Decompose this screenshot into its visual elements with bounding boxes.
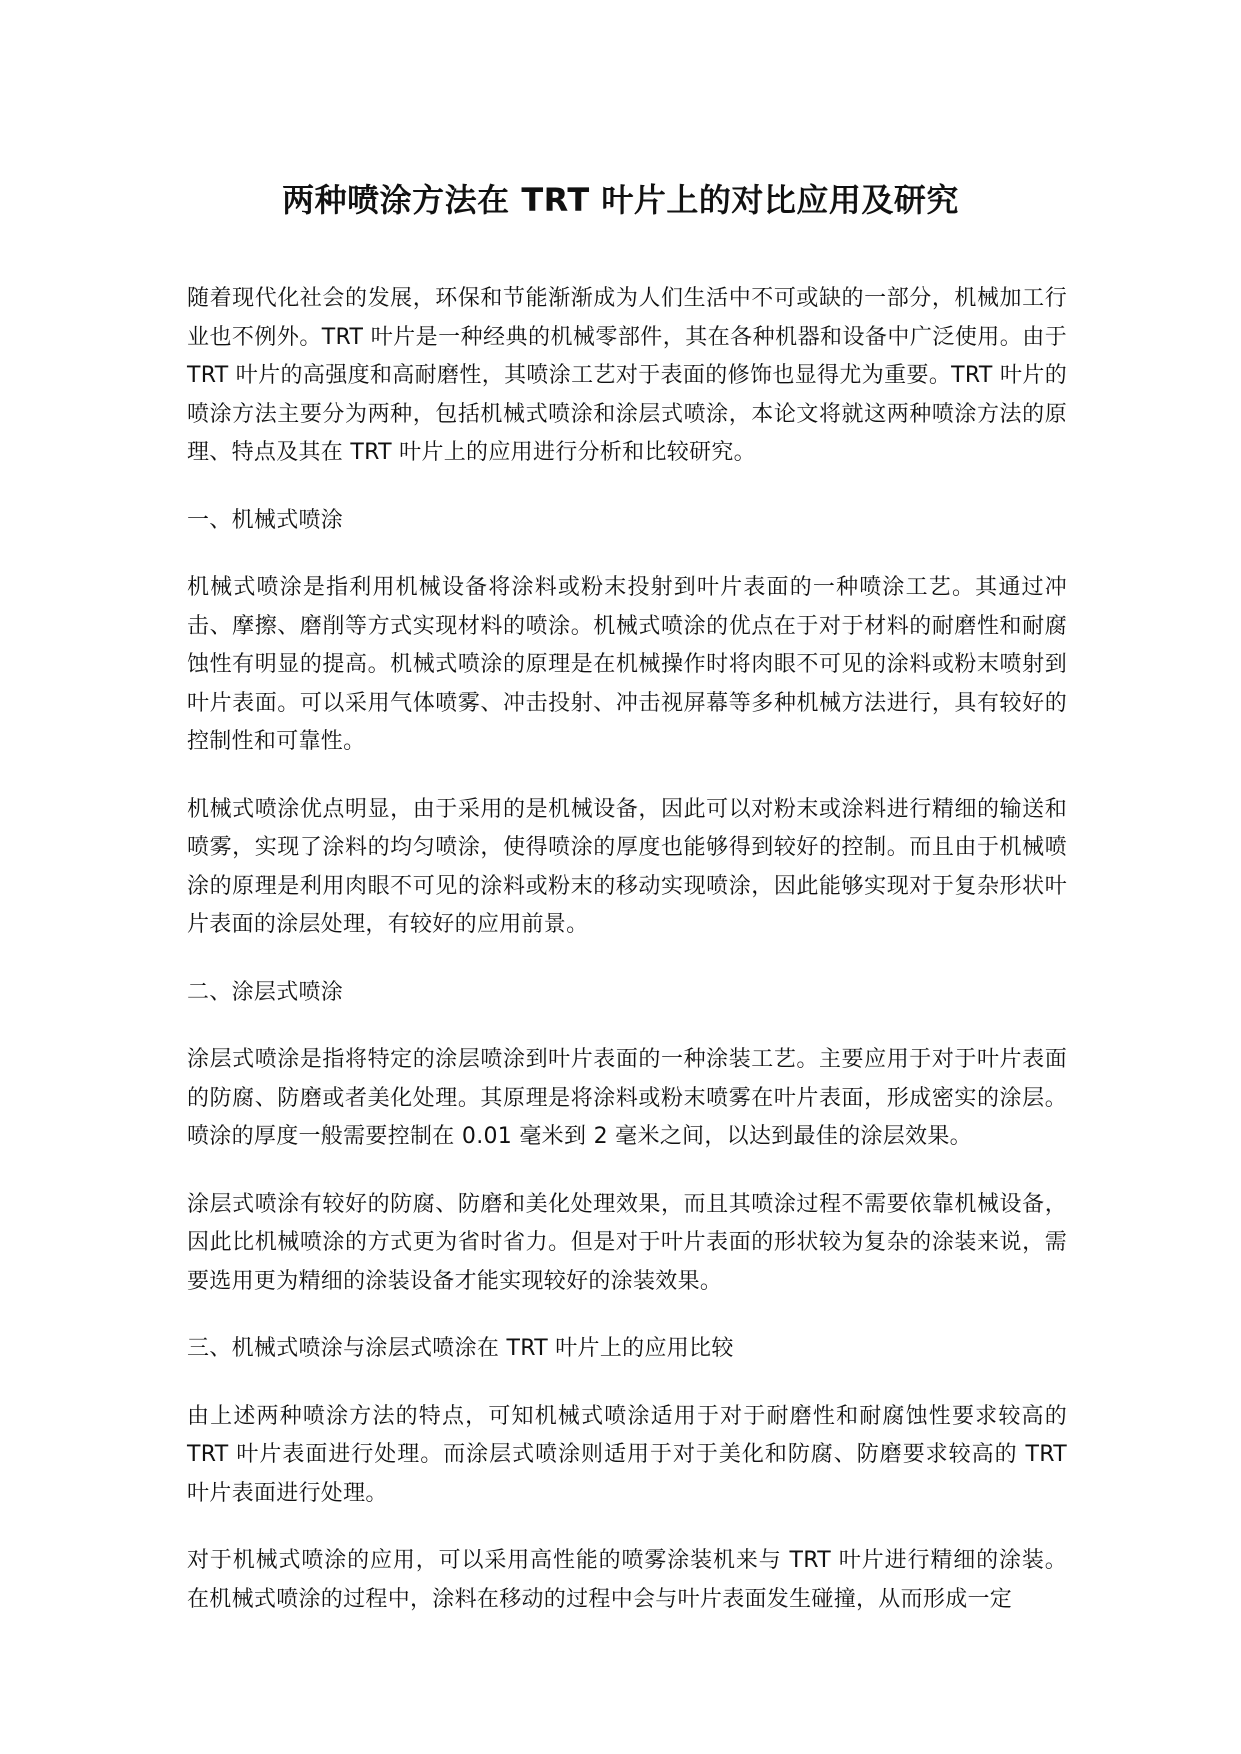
paragraph-comparison-2: 对于机械式喷涂的应用，可以采用高性能的喷雾涂装机来与 TRT 叶片进行精细的涂装。在机械式喷涂的过程中，涂料在移动的过程中会与叶片表面发生碰撞，从而形成一定 (187, 1548, 1067, 1612)
paragraph-coating-1: 涂层式喷涂是指将特定的涂层喷涂到叶片表面的一种涂装工艺。主要应用于对于叶片表面的防腐、防磨或者美化处理。其原理是将涂料或粉末喷雾在叶片表面，形成密实的涂层。喷涂的厚度一般需要控制在 0.01 毫米到 2 毫米之间，以达到最佳的涂层效果。 (187, 1047, 1067, 1149)
section-heading-2: 二、涂层式喷涂 (187, 979, 344, 1005)
paragraph-mechanical-2: 机械式喷涂优点明显，由于采用的是机械设备，因此可以对粉末或涂料进行精细的输送和喷雾，实现了涂料的均匀喷涂，使得喷涂的厚度也能够得到较好的控制。而且由于机械喷涂的原理是利用肉眼不可见的涂料或粉末的移动实现喷涂，因此能够实现对于复杂形状叶片表面的涂层处理，有较好的应用前景。 (187, 796, 1067, 937)
document-body (187, 280, 1067, 1619)
document-title: 两种喷涂方法在 TRT 叶片上的对比应用及研究 (282, 181, 959, 219)
paragraph-coating-2: 涂层式喷涂有较好的防腐、防磨和美化处理效果，而且其喷涂过程不需要依靠机械设备，因此比机械喷涂的方式更为省时省力。但是对于叶片表面的形状较为复杂的涂装来说，需要选用更为精细的涂装设备才能实现较好的涂装效果。 (187, 1191, 1067, 1294)
paragraph-comparison-1: 由上述两种喷涂方法的特点，可知机械式喷涂适用于对于耐磨性和耐腐蚀性要求较高的 TRT 叶片表面进行处理。而涂层式喷涂则适用于对于美化和防腐、防磨要求较高的 TRT 叶片表面进行处理。 (187, 1403, 1067, 1506)
section-heading-3: 三、机械式喷涂与涂层式喷涂在 TRT 叶片上的应用比较 (187, 1336, 734, 1361)
paragraph-intro: 随着现代化社会的发展，环保和节能渐渐成为人们生活中不可或缺的一部分，机械加工行业也不例外。TRT 叶片是一种经典的机械零部件，其在各种机器和设备中广泛使用。由于 TRT 叶片的高强度和高耐磨性，其喷涂工艺对于表面的修饰也显得尤为重要。TRT 叶片的喷涂方法主要分为两种，包括机械式喷涂和涂层式喷涂，本论文将就这两种喷涂方法的原理、特点及其在 TRT 叶片上的应用进行分析和比较研究。 (187, 286, 1067, 465)
section-heading-1: 一、机械式喷涂 (187, 507, 344, 533)
paragraph-mechanical-1: 机械式喷涂是指利用机械设备将涂料或粉末投射到叶片表面的一种喷涂工艺。其通过冲击、摩擦、磨削等方式实现材料的喷涂。机械式喷涂的优点在于对于材料的耐磨性和耐腐蚀性有明显的提高。机械式喷涂的原理是在机械操作时将肉眼不可见的涂料或粉末喷射到叶片表面。可以采用气体喷雾、冲击投射、冲击视屏幕等多种机械方法进行，具有较好的控制性和可靠性。 (187, 575, 1067, 754)
